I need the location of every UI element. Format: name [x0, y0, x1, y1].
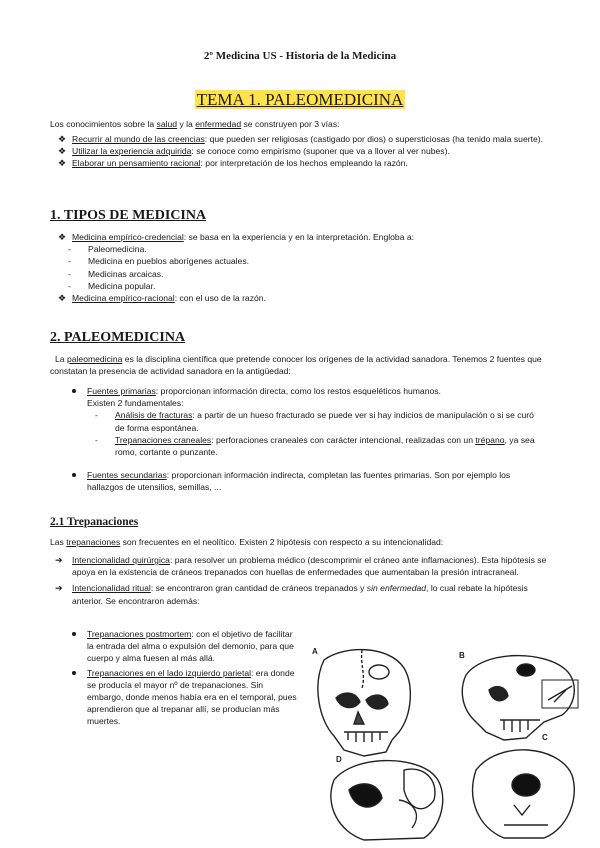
- sub-item: [68, 268, 570, 280]
- list-item: [58, 231, 570, 292]
- bullet-dot-icon: [72, 632, 76, 636]
- paleomedicina-paragraph: [50, 353, 548, 377]
- item-term: trépano: [475, 434, 505, 445]
- item-text: : con el uso de la razón.: [174, 293, 266, 304]
- sub-item: [68, 243, 570, 255]
- item-text: : se encontraron gran cantidad de cráneos trepanados y: [150, 583, 367, 594]
- sub-item: [95, 434, 545, 458]
- dash-bullet: -: [95, 410, 98, 421]
- intro-text: y la: [177, 119, 196, 129]
- diamond-bullet-icon: ❖: [58, 134, 67, 144]
- para-text: La: [55, 354, 67, 364]
- item-text: : proporcionan información indirecta, completan las fuentes primarias. Son por ejemplo los hallazgos de utensilios, semillas, ...: [87, 470, 511, 493]
- item-text: : era donde se producía el mayor nº de trepanaciones. Sin embargo, donde menos había era en el temporal, pues aprendieron que al trepanar allí, se producían más muertes.: [87, 667, 297, 727]
- para-text: son frecuentes en el neolítico. Existen 2 hipótesis con respecto a su intencionalidad:: [120, 537, 444, 547]
- item-text: : perforaciones craneales con carácter intencional, realizadas con un: [211, 434, 476, 445]
- page-title: [0, 90, 600, 110]
- intro-text: Los conocimientos sobre la: [50, 119, 157, 129]
- dash-bullet: -: [95, 434, 98, 445]
- skull-d-illustration: [331, 761, 443, 840]
- figure-label-b: B: [459, 651, 465, 660]
- skull-c-illustration: [473, 750, 575, 838]
- arrow-bullet-icon: ➔: [55, 555, 63, 565]
- ritual-list: [87, 628, 297, 728]
- item-text: , ya sea romo, cortante o punzante.: [115, 434, 535, 458]
- item-text: Existen 2 fundamentales:: [87, 398, 184, 409]
- bullet-dot-icon: [72, 389, 76, 393]
- bullet-dot-icon: [72, 671, 76, 675]
- item-term: Trepanaciones craneales: [115, 434, 212, 445]
- item-term: Recurrir al mundo de las creencias: [72, 134, 205, 144]
- para-text: Las: [50, 537, 67, 547]
- item-text: : para resolver un problema médico (descomprimir el cráneo ante inflamaciones). Esta hipótesis se apoya en la existencia de cráneos trepanados con huellas de enfermedades que aumentaban la presión intracraneal.: [72, 555, 547, 578]
- list-item: [87, 667, 297, 728]
- hypotheses-list: [55, 554, 552, 607]
- item-text: : proporcionan información directa, como los restos esqueléticos humanos.: [155, 386, 441, 396]
- sub-list: [68, 243, 570, 292]
- item-text: : a partir de un hueso fracturado se puede ver si hay indicios de manipulación o si se curó de forma espontánea.: [115, 410, 534, 433]
- item-term: Intencionalidad ritual: [72, 583, 151, 594]
- sources-list: [87, 385, 545, 494]
- item-text: : se basa en la experiencia y en la interpretación. Engloba a:: [183, 232, 415, 242]
- sub-item-text: Medicina popular.: [88, 280, 156, 291]
- skull-a-illustration: [318, 650, 410, 756]
- diamond-bullet-icon: ❖: [58, 232, 67, 242]
- intro-enfermedad: enfermedad: [195, 119, 242, 129]
- item-text: : que pueden ser religiosas (castigado por dios) o supersticiosas (ha tenido mala suerte).: [204, 134, 543, 144]
- section-heading-1: 1. TIPOS DE MEDICINA: [50, 208, 207, 223]
- arrow-bullet-icon: ➔: [55, 583, 63, 594]
- skull-b-illustration: [462, 656, 578, 740]
- item-term: Elaborar un pensamiento racional: [72, 158, 201, 169]
- list-item: [58, 145, 570, 157]
- item-text: : por interpretación de los hechos empleando la razón.: [200, 158, 408, 169]
- item-text: : con el objetivo de facilitar la entrada del alma o expulsión del demonio, para que cuerpo y alma fuesen al más allá.: [87, 629, 294, 664]
- item-term: Utilizar la experiencia adquirida: [72, 146, 192, 157]
- para-term: trepanaciones: [66, 537, 121, 547]
- intro-salud: salud: [156, 119, 178, 129]
- list-item: [87, 385, 545, 458]
- item-term: Fuentes secundarias: [87, 470, 167, 481]
- sub-item: [68, 280, 570, 292]
- sub-item: [68, 255, 570, 267]
- sub-item-text: Paleomedicina.: [88, 244, 147, 255]
- dash-bullet: -: [68, 280, 71, 291]
- item-italic: sin enfermedad: [366, 583, 427, 594]
- intro-text: se construyen por 3 vías:: [241, 119, 340, 129]
- diamond-bullet-icon: ❖: [58, 293, 67, 304]
- figure-label-c: C: [542, 733, 548, 742]
- para-text: es la disciplina científica que pretende conocer los orígenes de la actividad sanadora. Tenemos 2 fuentes que constatan la presencia de actividad sanadora en la antigüedad:: [50, 354, 542, 377]
- dash-bullet: -: [68, 244, 71, 255]
- item-term: Trepanaciones en el lado izquierdo parietal: [87, 667, 252, 678]
- list-item: [87, 469, 545, 493]
- section-heading-2-1: 2.1 Trepanaciones: [50, 516, 139, 528]
- sub-list: [95, 409, 545, 458]
- diamond-bullet-icon: ❖: [58, 158, 67, 169]
- diamond-bullet-icon: ❖: [58, 146, 67, 157]
- list-item: [87, 628, 297, 665]
- title-text: TEMA 1. PALEOMEDICINA: [196, 90, 404, 109]
- trepanned-skulls-figure: [304, 640, 590, 845]
- list-item: [55, 554, 552, 578]
- para-term: paleomedicina: [66, 354, 123, 364]
- item-term: Intencionalidad quirúrgica: [72, 555, 170, 565]
- item-term: Fuentes primarias: [87, 386, 156, 396]
- item-term: Trepanaciones postmortem: [87, 629, 192, 639]
- sub-item-text: Medicinas arcaicas.: [88, 268, 164, 279]
- ways-list: [58, 133, 570, 170]
- item-term: Medicina empírico-credencial: [72, 232, 184, 242]
- item-text: , lo cual rebate la hipótesis anterior. Se encontraron además:: [72, 583, 528, 606]
- figure-label-a: A: [312, 647, 318, 656]
- sub-item: [95, 409, 545, 433]
- list-item: [58, 157, 570, 169]
- document-header: 2º Medicina US - Historia de la Medicina: [203, 50, 397, 62]
- item-text: : se conoce como empirismo (suponer que va a llover al ver nubes).: [191, 146, 450, 157]
- bullet-dot-icon: [72, 473, 76, 477]
- types-list: [58, 231, 570, 304]
- dash-bullet: -: [68, 268, 71, 279]
- intro-paragraph: [50, 118, 570, 130]
- list-item: [58, 133, 570, 145]
- list-item: [58, 292, 570, 304]
- figure-label-d: D: [336, 755, 342, 764]
- dash-bullet: -: [68, 256, 71, 267]
- section-heading-2: 2. PALEOMEDICINA: [50, 330, 186, 345]
- trepanaciones-paragraph: [50, 536, 570, 548]
- sub-item-text: Medicina en pueblos aborígenes actuales.: [88, 256, 250, 267]
- list-item: [55, 582, 552, 606]
- item-term: Análisis de fracturas: [115, 410, 193, 421]
- item-term: Medicina empírico-racional: [72, 293, 175, 304]
